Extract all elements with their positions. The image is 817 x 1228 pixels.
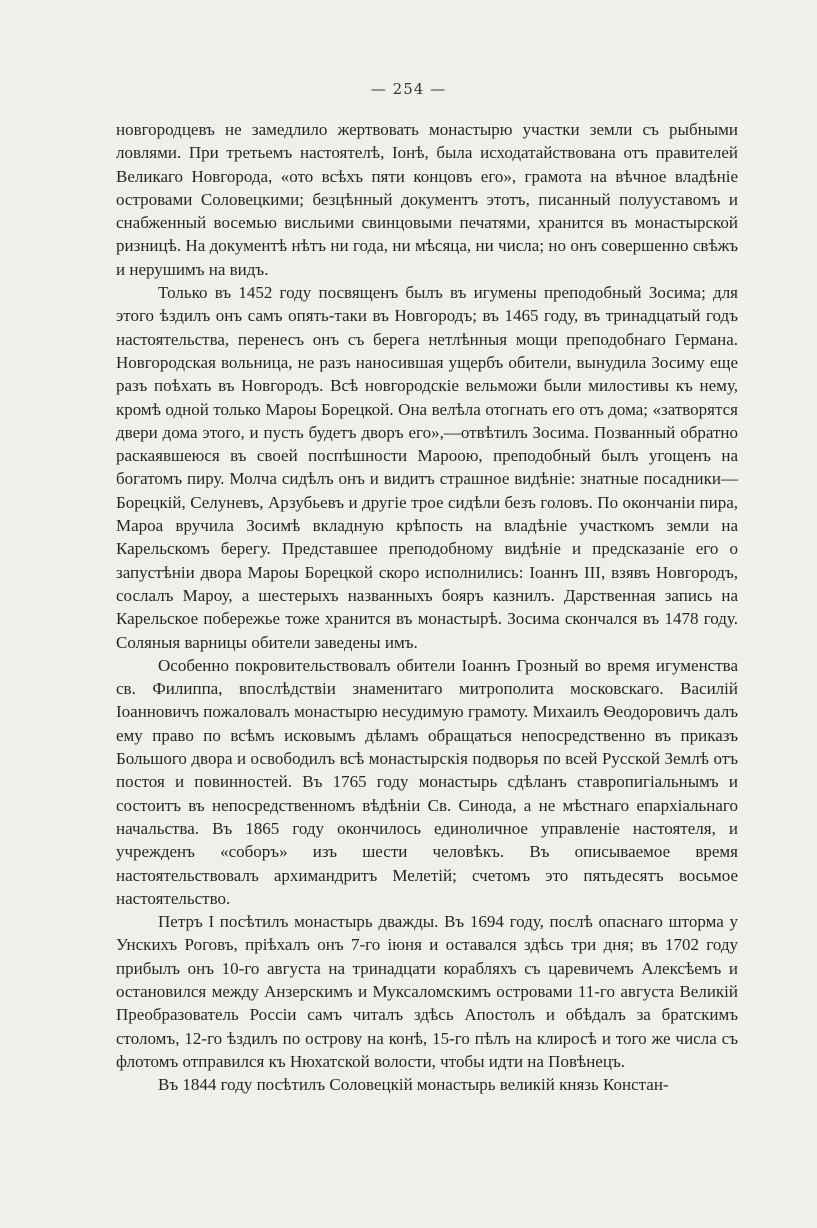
page-text <box>116 118 738 1096</box>
paragraph-4: Петръ I посѣтилъ монастырь дважды. Въ 1694 году, послѣ опаснаго шторма у Унскихъ Роговъ, пріѣхалъ онъ 7-го іюня и оставался здѣсь три дня; въ 1702 году прибылъ онъ 10-го августа на тринадцати корабляхъ съ царевичемъ Алексѣемъ и остановился между Анзерскимъ и Муксаломскимъ островами 11-го августа Великій Преобразователь Россіи самъ читалъ здѣсь Апостолъ и обѣдалъ за братскимъ столомъ, 12-го ѣздилъ по острову на конѣ, 15-го пѣлъ на клиросѣ и того же числа съ флотомъ отправился къ Нюхатской волости, чтобы идти на Повѣнецъ. <box>116 912 738 1071</box>
paragraph-2: Только въ 1452 году посвященъ былъ въ игумены преподобный Зосима; для этого ѣздилъ онъ самъ опять-таки въ Новгородъ; въ 1465 году, въ тринадцатый годъ настоятельства, перенесъ онъ съ берега нетлѣнныя мощи преподобнаго Германа. Новгородская вольница, не разъ наносившая ущербъ обители, вынудила Зосиму еще разъ поѣхать въ Новгородъ. Всѣ новгородскіе вельможи были милостивы къ нему, кромѣ одной только Мароы Борецкой. Она велѣла отогнать его отъ дома; «затворятся двери дома этого, и пусть будетъ дворъ его»,—отвѣтилъ Зосима. Позванный обратно раскаявшеюся въ своей поспѣшности Мароою, преподобный былъ угощенъ на богатомъ пиру. Молча сидѣлъ онъ и видитъ страшное видѣніе: знатные посадники—Борецкій, Селуневъ, Арзубьевъ и другіе трое сидѣли безъ головъ. По окончаніи пира, Мароа вручила Зосимѣ вкладную крѣпость на владѣніе участкомъ земли на Карельскомъ берегу. Представшее преподобному видѣніе и предсказаніе его о запустѣніи двора Мароы Борецкой скоро исполнились: Іоаннъ III, взявъ Новгородъ, сослалъ Мароу, а шестерыхъ названныхъ бояръ казнилъ. Дарственная запись на Карельское побережье тоже хранится въ монастырѣ. Зосима скончался въ 1478 году. Соляныя варницы обители заведены имъ. <box>116 283 738 652</box>
page-number: — 254 — <box>370 80 447 98</box>
paragraph-3: Особенно покровительствовалъ обители Іоаннъ Грозный во время игуменства св. Филиппа, впослѣдствіи знаменитаго митрополита московскаго. Василій Іоанновичъ пожаловалъ монастырю несудимую грамоту. Михаилъ Ѳеодоровичъ далъ ему право по всѣмъ исковымъ дѣламъ обращаться непосредственно въ приказъ Большого двора и освободилъ всѣ монастырскія подворья по всей Русской Землѣ отъ постоя и повинностей. Въ 1765 году монастырь сдѣланъ ставропигіальнымъ и состоитъ въ непосредственномъ вѣдѣніи Св. Синода, а не мѣстнаго епархіальнаго начальства. Въ 1865 году окончилось единоличное управленіе настоятеля, и учрежденъ «соборъ» изъ шести человѣкъ. Въ описываемое время настоятельствовалъ архимандритъ Мелетій; счетомъ это пятьдесятъ восьмое настоятельство. <box>116 655 738 908</box>
paragraph-1: новгородцевъ не замедлило жертвовать монастырю участки земли съ рыбными ловлями. При третьемъ настоятелѣ, Іонѣ, была исходатайствована отъ правителей Великаго Новгорода, «ото всѣхъ пяти концовъ его», грамота на вѣчное владѣніе островами Соловецкими; безцѣнный документъ этотъ, писанный полууставомъ и снабженный восемью висльими свинцовыми печатями, хранится въ монастырской ризницѣ. На документѣ нѣтъ ни года, ни мѣсяца, ни числа; но онъ совершенно свѣжъ и нерушимъ на видъ. <box>116 120 738 279</box>
paragraph-5: Въ 1844 году посѣтилъ Соловецкій монастырь великій князь Констан- <box>158 1075 669 1095</box>
